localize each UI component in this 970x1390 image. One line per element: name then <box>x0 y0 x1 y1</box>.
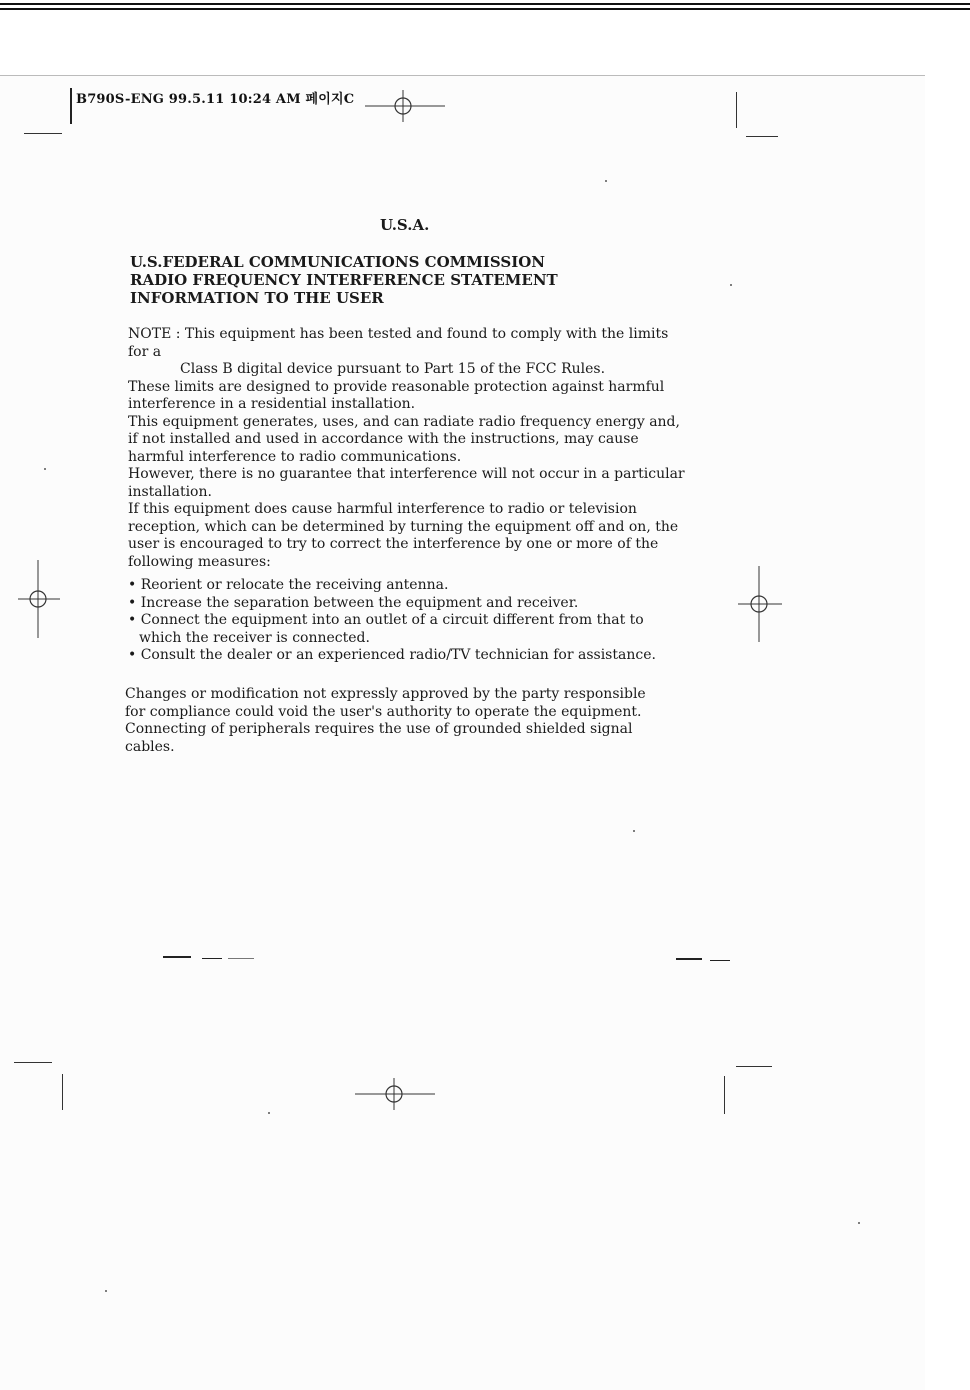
fold-dash <box>163 956 191 958</box>
paragraph: Connecting of peripherals requires the use of grounded shielded signal cables. <box>125 721 633 755</box>
scan-speck <box>633 830 635 832</box>
note-block <box>128 326 688 571</box>
heading-line: INFORMATION TO THE USER <box>130 289 384 307</box>
fold-dash <box>228 958 254 959</box>
crop-mark <box>14 1062 52 1063</box>
list-item: • Consult the dealer or an experienced radio/TV technician for assistance. <box>128 647 656 663</box>
scan-speck <box>44 468 46 470</box>
fold-dash <box>676 958 702 960</box>
crop-mark <box>62 1074 63 1110</box>
crop-mark <box>24 133 62 134</box>
heading-line: U.S.FEDERAL COMMUNICATIONS COMMISSION <box>130 253 545 271</box>
scan-edge <box>925 75 970 1390</box>
paragraph: This equipment generates, uses, and can radiate radio frequency energy and, if not installed and used in accordance with the instructions, may cause harmful interference to radio communications. <box>128 413 680 465</box>
list-item: • Increase the separation between the equipment and receiver. <box>128 594 579 611</box>
crop-mark <box>724 1076 725 1114</box>
note-line: NOTE : This equipment has been tested and found to comply with the limits for a <box>128 326 669 360</box>
crop-mark <box>736 1066 772 1067</box>
top-rule-1 <box>0 3 970 5</box>
crop-mark <box>746 136 778 137</box>
registration-mark-icon <box>18 560 60 638</box>
fold-dash <box>202 958 222 959</box>
scan-speck <box>105 1290 107 1292</box>
registration-mark-icon <box>355 1076 435 1112</box>
note-line: Class B digital device pursuant to Part 15 of the FCC Rules. <box>180 361 606 377</box>
page-title: U.S.A. <box>380 216 430 234</box>
paragraph: If this equipment does cause harmful interference to radio or television reception, which can be determined by turning the equipment off and on, the user is encouraged to try to correct the interference by one or more of the following measures: <box>128 501 679 570</box>
heading-line: RADIO FREQUENCY INTERFERENCE STATEMENT <box>130 271 558 289</box>
paragraph: However, there is no guarantee that interference will not occur in a particular installation. <box>128 466 685 500</box>
scan-top-edge <box>0 75 925 76</box>
measures-list <box>128 577 688 665</box>
slug-bar <box>70 88 72 124</box>
scan-speck <box>268 1112 270 1114</box>
paragraph: Changes or modification not expressly approved by the party responsible for compliance could void the user's authority to operate the equipment. <box>125 686 646 720</box>
printer-slug: B790S-ENG 99.5.11 10:24 AM 페이지C <box>76 92 355 107</box>
top-rule-2 <box>0 8 970 10</box>
scan-speck <box>730 284 732 286</box>
fcc-heading <box>130 253 558 307</box>
list-item: • Connect the equipment into an outlet of a circuit different from that to which the receiver is connected. <box>128 612 644 646</box>
crop-mark <box>736 92 737 128</box>
paragraph: These limits are designed to provide reasonable protection against harmful interference in a residential installation. <box>128 378 665 412</box>
list-item: • Reorient or relocate the receiving antenna. <box>128 577 449 593</box>
registration-mark-icon <box>738 566 782 642</box>
scan-speck <box>605 180 607 182</box>
fold-dash <box>710 960 730 961</box>
registration-mark-icon <box>365 88 445 124</box>
scan-speck <box>858 1222 860 1224</box>
closing-block <box>125 686 665 756</box>
